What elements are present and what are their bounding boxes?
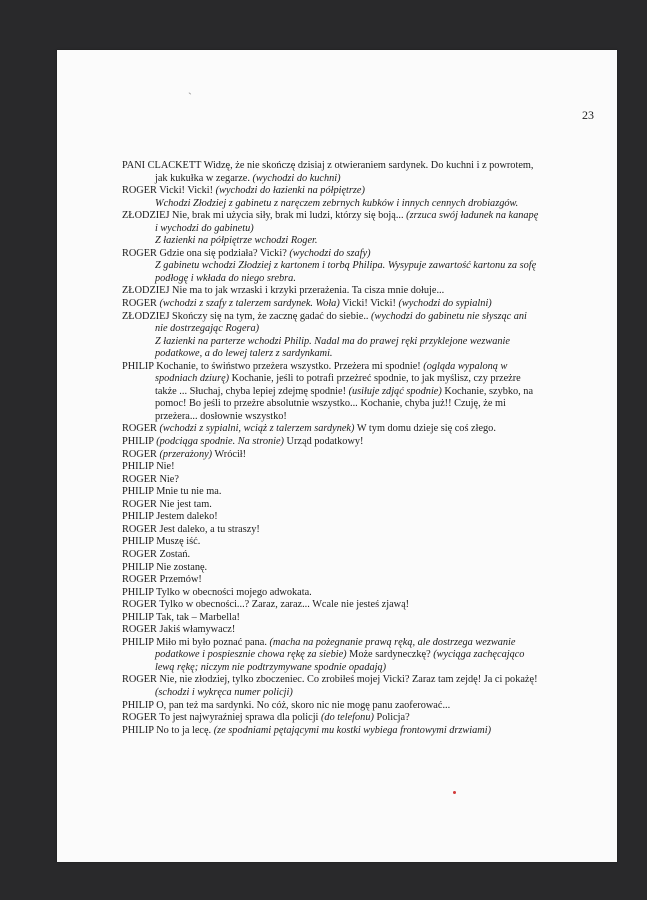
speaker-name: ROGER xyxy=(122,185,157,197)
dialogue-text: Tylko w obecności mojego adwokata. xyxy=(156,586,312,598)
dialogue-text: Gdzie ona się podziała? Vicki? xyxy=(159,247,290,259)
speaker-name: ROGER xyxy=(122,473,157,485)
dialogue-line xyxy=(122,210,542,235)
speaker-name: ROGER xyxy=(122,247,157,259)
dialogue-line xyxy=(122,461,542,474)
stage-aside: (podciąga spodnie. Na stronie) xyxy=(156,436,284,448)
stage-aside: (wyciąga zachęcająco lewą rękę; niczym nie podtrzymywane spodnie opadają) xyxy=(155,649,525,673)
speaker-name: ROGER xyxy=(122,423,157,435)
dialogue-text: Policja? xyxy=(373,712,410,724)
dialogue-line xyxy=(122,700,542,713)
dialogue-text: Widzę, że nie skończę dzisiaj z otwieraniem sardynek. Do kuchni i z powrotem, jak kukułka w zegarze. xyxy=(155,160,534,184)
dialogue-text: Jest daleko, a tu straszy! xyxy=(159,523,260,535)
speaker-name: ROGER xyxy=(122,574,157,586)
dialogue-text: Nie jest tam. xyxy=(159,498,212,510)
dialogue-line xyxy=(122,436,542,449)
dialogue-text: Nie, brak mi użycia siły, brak mi ludzi, którzy się boją... xyxy=(172,210,407,222)
dialogue-text: Kochanie, to świństwo przeżera wszystko. Przeżera mi spodnie! xyxy=(156,360,424,372)
stage-aside: (zrzuca swój ładunek na kanapę i wychodzi do gabinetu) xyxy=(155,210,539,234)
dialogue-line xyxy=(122,449,542,462)
dialogue-line xyxy=(122,674,542,699)
dialogue-line xyxy=(122,725,542,738)
page-number: 23 xyxy=(582,108,594,122)
dialogue-line xyxy=(122,612,542,625)
dialogue-line xyxy=(122,536,542,549)
stage-direction: Wchodzi Złodziej z gabinetu z naręczem zebrnych kubków i innych cennych drobiazgów. xyxy=(155,197,519,209)
stage-aside: (przerażony) xyxy=(159,448,213,460)
stage-aside: (usiłuje zdjąć spodnie) xyxy=(348,385,442,397)
dialogue-line xyxy=(122,574,542,587)
dialogue-text: Nie! xyxy=(156,461,175,473)
speaker-name: PHILIP xyxy=(122,611,154,623)
dialogue-line xyxy=(122,474,542,487)
dialogue-text: Nie? xyxy=(159,473,179,485)
dialogue-line xyxy=(122,624,542,637)
dialogue-line xyxy=(122,248,542,261)
dialogue-line xyxy=(122,562,542,575)
speaker-name: PHILIP xyxy=(122,536,154,548)
dialogue-text: Może sardyneczkę? xyxy=(346,649,434,661)
dialogue-text: Tylko w obecności...? Zaraz, zaraz... Wcale nie jesteś zjawą! xyxy=(159,599,410,611)
speaker-name: ZŁODZIEJ xyxy=(122,210,170,222)
stage-aside: (wchodzi z szafy z talerzem sardynek. Woła) xyxy=(159,298,340,310)
dialogue-line xyxy=(122,285,542,298)
speaker-name: ROGER xyxy=(122,712,157,724)
stage-direction: Z łazienki na półpiętrze wchodzi Roger. xyxy=(155,235,318,247)
dialogue-text: Skończy się na tym, że zacznę gadać do siebie.. xyxy=(172,310,372,322)
speaker-name: ROGER xyxy=(122,448,157,460)
dialogue-text: Jestem daleko! xyxy=(156,511,218,523)
dialogue-line xyxy=(122,587,542,600)
speaker-name: PHILIP xyxy=(122,586,154,598)
speaker-name: PHILIP xyxy=(122,461,154,473)
red-ink-dot xyxy=(453,791,456,794)
speaker-name: PHILIP xyxy=(122,511,154,523)
speaker-name: PHILIP xyxy=(122,724,154,736)
dialogue-line xyxy=(122,712,542,725)
dialogue-line xyxy=(122,499,542,512)
dialogue-line xyxy=(122,637,542,675)
dialogue-line xyxy=(122,298,542,311)
dialogue-text: Kochanie, jeśli to potrafi przeżreć spodnie, to jak myślisz, czy przeżre także ... Słuchaj, chyba lepiej zdejmę spodnie! xyxy=(155,373,521,397)
dialogue-text: Zostań. xyxy=(159,548,191,560)
dialogue-line xyxy=(122,599,542,612)
dialogue-line xyxy=(122,160,542,185)
speaker-name: PHILIP xyxy=(122,561,154,573)
speaker-name: PANI CLACKETT xyxy=(122,160,202,171)
speaker-name: ZŁODZIEJ xyxy=(122,285,170,297)
script-body xyxy=(122,160,542,737)
stage-aside: (wychodzi do gabinetu nie słysząc ani nie dostrzegając Rogera) xyxy=(155,310,527,335)
speaker-name: PHILIP xyxy=(122,436,154,448)
dialogue-text: Nie ma to jak wrzaski i krzyki przerażenia. Ta cisza mnie dołuje... xyxy=(172,285,445,297)
dialogue-line xyxy=(122,185,542,198)
dialogue-text: No to ja lecę. xyxy=(156,724,214,736)
dialogue-text: W tym domu dzieje się coś złego. xyxy=(354,423,496,435)
stage-aside: (wychodzi do szafy) xyxy=(289,247,371,259)
dialogue-text: Tak, tak – Marbella! xyxy=(156,611,240,623)
dialogue-text: Vicki! Vicki! xyxy=(159,185,216,197)
script-page xyxy=(57,50,617,862)
stage-aside: (macha na pożegnanie prawą ręką, ale dostrzega wezwanie podatkowe i pospiesznie chowa rękę za siebie) xyxy=(155,636,516,661)
dialogue-text: Vicki! Vicki! xyxy=(339,298,399,310)
dialogue-text: O, pan też ma sardynki. No cóż, skoro nic nie mogę panu zaoferować... xyxy=(156,699,451,711)
speaker-name: ROGER xyxy=(122,599,157,611)
dialogue-text: To jest najwyraźniej sprawa dla policji xyxy=(159,712,321,724)
stage-aside: (wychodzi do kuchni) xyxy=(252,172,341,184)
speaker-name: ROGER xyxy=(122,498,157,510)
speaker-name: ROGER xyxy=(122,624,157,636)
dialogue-text: Jakiś włamywacz! xyxy=(159,624,236,636)
dialogue-line xyxy=(122,511,542,524)
dialogue-line xyxy=(122,423,542,436)
dialogue-line xyxy=(122,361,542,424)
speaker-name: PHILIP xyxy=(122,360,154,372)
dialogue-text: Nie, nie złodziej, tylko zboczeniec. Co zrobiłeś mojej Vicki? Zaraz tam zejdę! Ja ci pokażę! xyxy=(159,674,538,686)
stage-aside: (wychodzi do sypialni) xyxy=(398,298,492,310)
speaker-name: PHILIP xyxy=(122,699,154,711)
dialogue-text: Kochanie, szybko, na pomoc! Bo jeśli to przeżre absolutnie wszystko... Kochanie, chyba już!! Czuję, że mi przeżera... dosłownie wszystko! xyxy=(155,385,534,422)
stage-aside: (ze spodniami pętającymi mu kostki wybiega frontowymi drzwiami) xyxy=(213,724,492,736)
speaker-name: PHILIP xyxy=(122,486,154,498)
stage-aside: (ogląda wypaloną w spodniach dziurę) xyxy=(155,360,508,385)
dialogue-text: Mnie tu nie ma. xyxy=(156,486,222,498)
dialogue-line xyxy=(122,549,542,562)
dialogue-line xyxy=(122,486,542,499)
dialogue-line xyxy=(122,311,542,336)
speaker-name: ROGER xyxy=(122,523,157,535)
stage-direction: Z łazienki na parterze wchodzi Philip. Nadal ma do prawej ręki przyklejone wezwanie podatkowe, a do lewej talerz z sardynkami. xyxy=(155,335,510,360)
stage-direction: Z gabinetu wchodzi Złodziej z kartonem i torbą Philipa. Wysypuje zawartość kartonu za sofę podłogę i wkłada do niego srebra. xyxy=(155,260,537,284)
dialogue-text: Muszę iść. xyxy=(156,536,201,548)
dialogue-text: Nie zostanę. xyxy=(156,561,208,573)
speaker-name: ROGER xyxy=(122,674,157,686)
stage-aside: (do telefonu) xyxy=(321,712,374,724)
speaker-name: ZŁODZIEJ xyxy=(122,310,170,322)
dialogue-text: Przemów! xyxy=(159,574,202,586)
top-mark: ` xyxy=(188,90,192,104)
dialogue-text: Wrócił! xyxy=(212,448,247,460)
stage-aside: (schodzi i wykręca numer policji) xyxy=(155,686,293,698)
speaker-name: ROGER xyxy=(122,298,157,310)
stage-aside: (wychodzi do łazienki na półpiętrze) xyxy=(215,185,365,197)
speaker-name: PHILIP xyxy=(122,636,154,648)
dialogue-text: Urząd podatkowy! xyxy=(283,436,364,448)
speaker-name: ROGER xyxy=(122,548,157,560)
dialogue-line xyxy=(122,524,542,537)
dialogue-text: Miło mi było poznać pana. xyxy=(156,636,270,648)
stage-aside: (wchodzi z sypialni, wciąż z talerzem sardynek) xyxy=(159,423,355,435)
